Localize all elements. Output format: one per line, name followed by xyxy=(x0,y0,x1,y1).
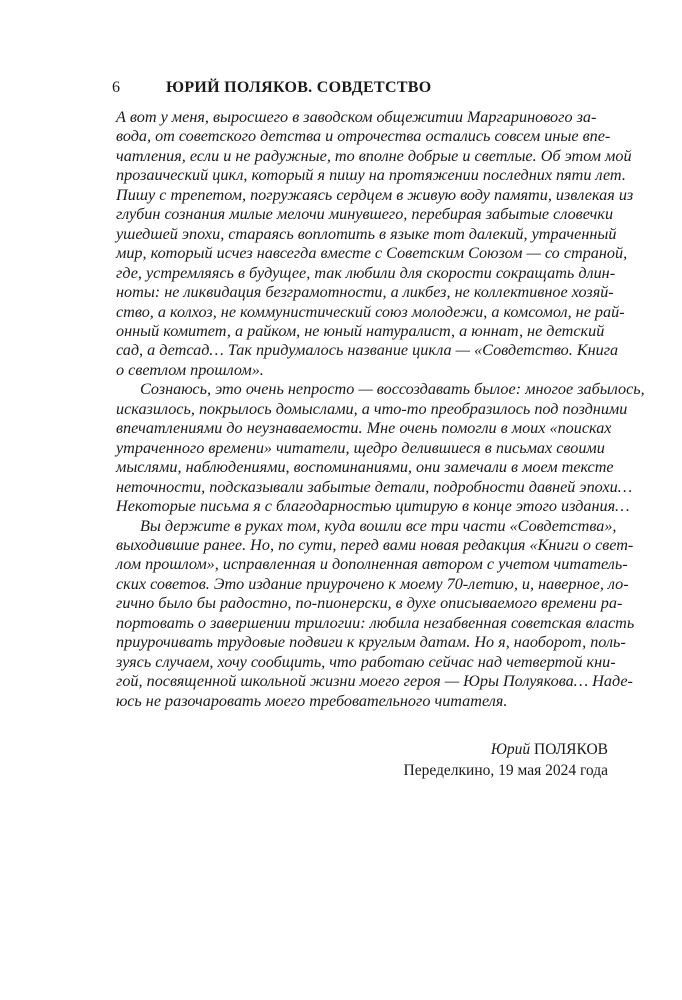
text-line: где, устремляясь в будущее, так любили для скорости сокращать длин- xyxy=(116,263,616,282)
author-first-name: Юрий xyxy=(490,741,531,758)
text-line: впечатлениями до неузнаваемости. Мне очень помогли в моих «поисках xyxy=(116,419,612,438)
text-line: Пишу с трепетом, погружаясь сердцем в живую воду памяти, извлекая из xyxy=(116,185,634,204)
text-line: утраченного времени» читатели, щедро делившиеся в письмах своими xyxy=(116,438,605,457)
text-line: Сознаюсь, это очень непросто — воссоздавать былое: многое забылось, xyxy=(140,380,645,399)
text-line: ушедшей эпохи, стараясь воплотить в языке тот далекий, утраченный xyxy=(116,224,617,243)
text-line: онный комитет, а райком, не юный натуралист, а юннат, не детский xyxy=(116,321,605,340)
text-line: прозаический цикл, который я пишу на протяжении последних пяти лет. xyxy=(116,166,626,185)
body-text xyxy=(116,108,645,711)
text-line: ноты: не ликвидация безграмотности, а ликбез, не коллективное хозяй- xyxy=(116,283,614,302)
text-line: гой, посвященной школьной жизни моего героя — Юры Полуякова… Наде- xyxy=(116,672,633,691)
text-line: портовать о завершении трилогии: любила незабвенная советская власть xyxy=(116,613,635,632)
page-number: 6 xyxy=(112,79,120,96)
author-last-name: ПОЛЯКОВ xyxy=(534,741,608,758)
text-line: мир, который исчез навсегда вместе с Советским Союзом — со страной, xyxy=(116,244,628,263)
text-line: глубин сознания милые мелочи минувшего, перебирая забытые словечки xyxy=(116,205,614,224)
text-line: Некоторые письма я с благодарностью цитирую в конце этого издания… xyxy=(116,497,630,516)
text-line: мыслями, наблюдениями, воспоминаниями, они замечали в моем тексте xyxy=(116,458,614,477)
author-signature xyxy=(491,741,608,759)
running-title: ЮРИЙ ПОЛЯКОВ. СОВДЕТСТВО xyxy=(166,79,432,96)
text-line: юсь не разочаровать моего требовательного читателя. xyxy=(116,691,508,710)
text-line: выходившие ранее. Но, по сути, перед вами новая редакция «Книги о свет- xyxy=(116,535,634,554)
place-and-date: Переделкино, 19 мая 2024 года xyxy=(403,762,608,779)
text-line: зуясь случаем, хочу сообщить, что работаю сейчас над четвертой кни- xyxy=(116,652,616,671)
page-header xyxy=(112,78,432,98)
text-line: лом прошлом», исправленная и дополненная автором с учетом читатель- xyxy=(116,555,628,574)
text-line: приурочивать трудовые подвиги к круглым датам. Но я, наоборот, поль- xyxy=(116,633,626,652)
text-line: А вот у меня, выросшего в заводском общежитии Маргаринового за- xyxy=(116,108,597,126)
text-line: ство, а колхоз, не коммунистический союз молодежи, а комсомол, не рай- xyxy=(116,302,625,321)
text-line: о светлом прошлом». xyxy=(116,360,264,379)
text-line: сад, а детсад… Так придумалось название цикла — «Совдетство. Книга xyxy=(116,341,619,360)
text-line: вода, от советского детства и отрочества остались совсем иные впе- xyxy=(116,127,611,146)
text-line: исказилось, покрылось домыслами, а что-то преобразилось под поздними xyxy=(116,399,628,418)
text-line: неточности, подсказывали забытые детали, подробности давней эпохи… xyxy=(116,477,633,496)
text-line: ских советов. Это издание приурочено к моему 70-летию, и, наверное, ло- xyxy=(116,574,629,593)
text-line: чатления, если и не радужные, то вполне добрые и светлые. Об этом мой xyxy=(116,146,632,165)
text-line: Вы держите в руках том, куда вошли все три части «Совдетства», xyxy=(140,516,617,535)
text-line: гично было бы радостно, по-пионерски, в духе описываемого времени ра- xyxy=(116,594,623,613)
